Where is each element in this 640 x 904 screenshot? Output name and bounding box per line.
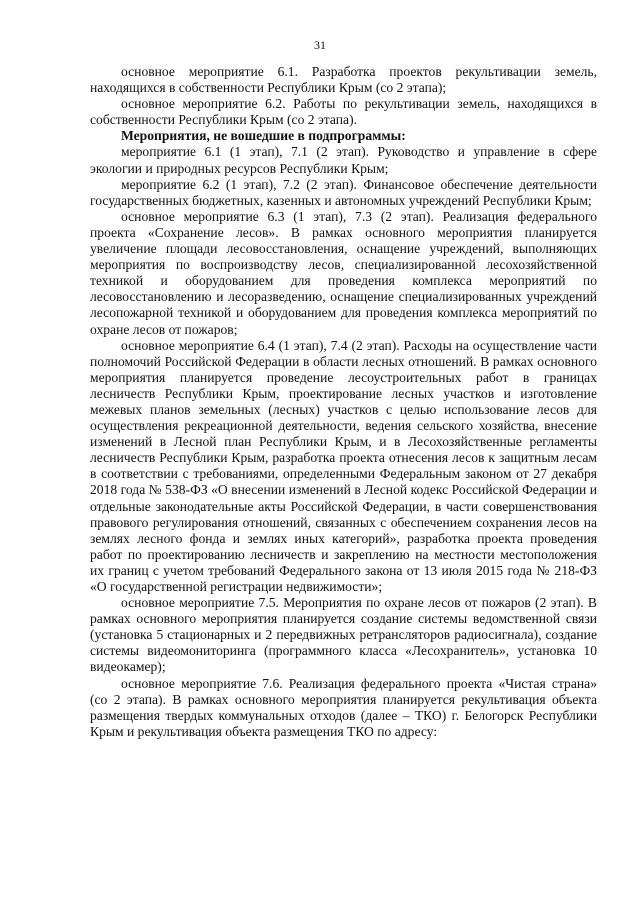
paragraph: основное мероприятие 6.2. Работы по рекультивации земель, находящихся в собственности Республики Крым (со 2 этапа). (90, 96, 597, 128)
section-heading: Мероприятия, не вошедшие в подпрограммы: (121, 128, 406, 144)
paragraph: основное мероприятие 7.5. Мероприятия по охране лесов от пожаров (2 этап). В рамках основного мероприятия планируется создание системы ведомственной связи (установка 5 стационарных и 2 передвижных ретрансляторов радиосигнала), создание системы видеомониторинга (программного класса «Лесохранитель», установка 10 видеокамер); (90, 595, 597, 675)
paragraph: основное мероприятие 6.3 (1 этап), 7.3 (2 этап). Реализация федерального проекта «Сохранение лесов». В рамках основного мероприятия планируется увеличение площади лесовосстановления, оснащение учреждений, выполняющих мероприятия по воспроизводству лесов, специализированной лесохозяйственной техникой и оборудованием для проведения комплекса мероприятий по лесовосстановлению и лесоразведению, оснащение специализированных учреждений лесопожарной техникой и оборудованием для проведения комплекса мероприятий по охране лесов от пожаров; (90, 208, 597, 337)
page-number: 31 (314, 38, 326, 52)
document-body (90, 64, 597, 740)
paragraph: основное мероприятие 6.4 (1 этап), 7.4 (2 этап). Расходы на осуществление части полномочий Российской Федерации в области лесных отношений. В рамках основного мероприятия планируется проведение лесоустроительных работ в границах лесничеств Республики Крым, проектирование лесных участков и изготовление межевых планов земельных (лесных) участков с целью использование лесов для осуществления рекреационной деятельности, ведения сельского хозяйства, внесение изменений в Лесной план Республики Крым, и в Лесохозяйственные регламенты лесничеств Республики Крым, разработка проекта отнесения лесов к защитным лесам в соответствии с требованиями, определенными Федеральным законом от 27 декабря 2018 года № 538-ФЗ «О внесении изменений в Лесной кодекс Российской Федерации и отдельные законодательные акты Российской Федерации, в части совершенствования правового регулирования отношений, связанных с обеспечением сохранения лесов на землях лесного фонда и землях иных категорий», разработка проекта проведения работ по проектированию лесничеств и закреплению на местности местоположения их границ с учетом требований Федерального закона от 13 июля 2015 года № 218-ФЗ «О государственной регистрации недвижимости»; (90, 337, 597, 594)
paragraph: основное мероприятие 6.1. Разработка проектов рекультивации земель, находящихся в собственности Республики Крым (со 2 этапа); (90, 64, 597, 96)
paragraph: основное мероприятие 7.6. Реализация федерального проекта «Чистая страна» (со 2 этапа). В рамках основного мероприятия планируется рекультивация объекта размещения твердых коммунальных отходов (далее – ТКО) г. Белогорск Республики Крым и рекультивация объекта размещения ТКО по адресу: (90, 675, 597, 739)
paragraph: мероприятие 6.2 (1 этап), 7.2 (2 этап). Финансовое обеспечение деятельности государственных бюджетных, казенных и автономных учреждений Республики Крым; (90, 176, 597, 208)
paragraph: мероприятие 6.1 (1 этап), 7.1 (2 этап). Руководство и управление в сфере экологии и природных ресурсов Республики Крым; (90, 144, 597, 176)
